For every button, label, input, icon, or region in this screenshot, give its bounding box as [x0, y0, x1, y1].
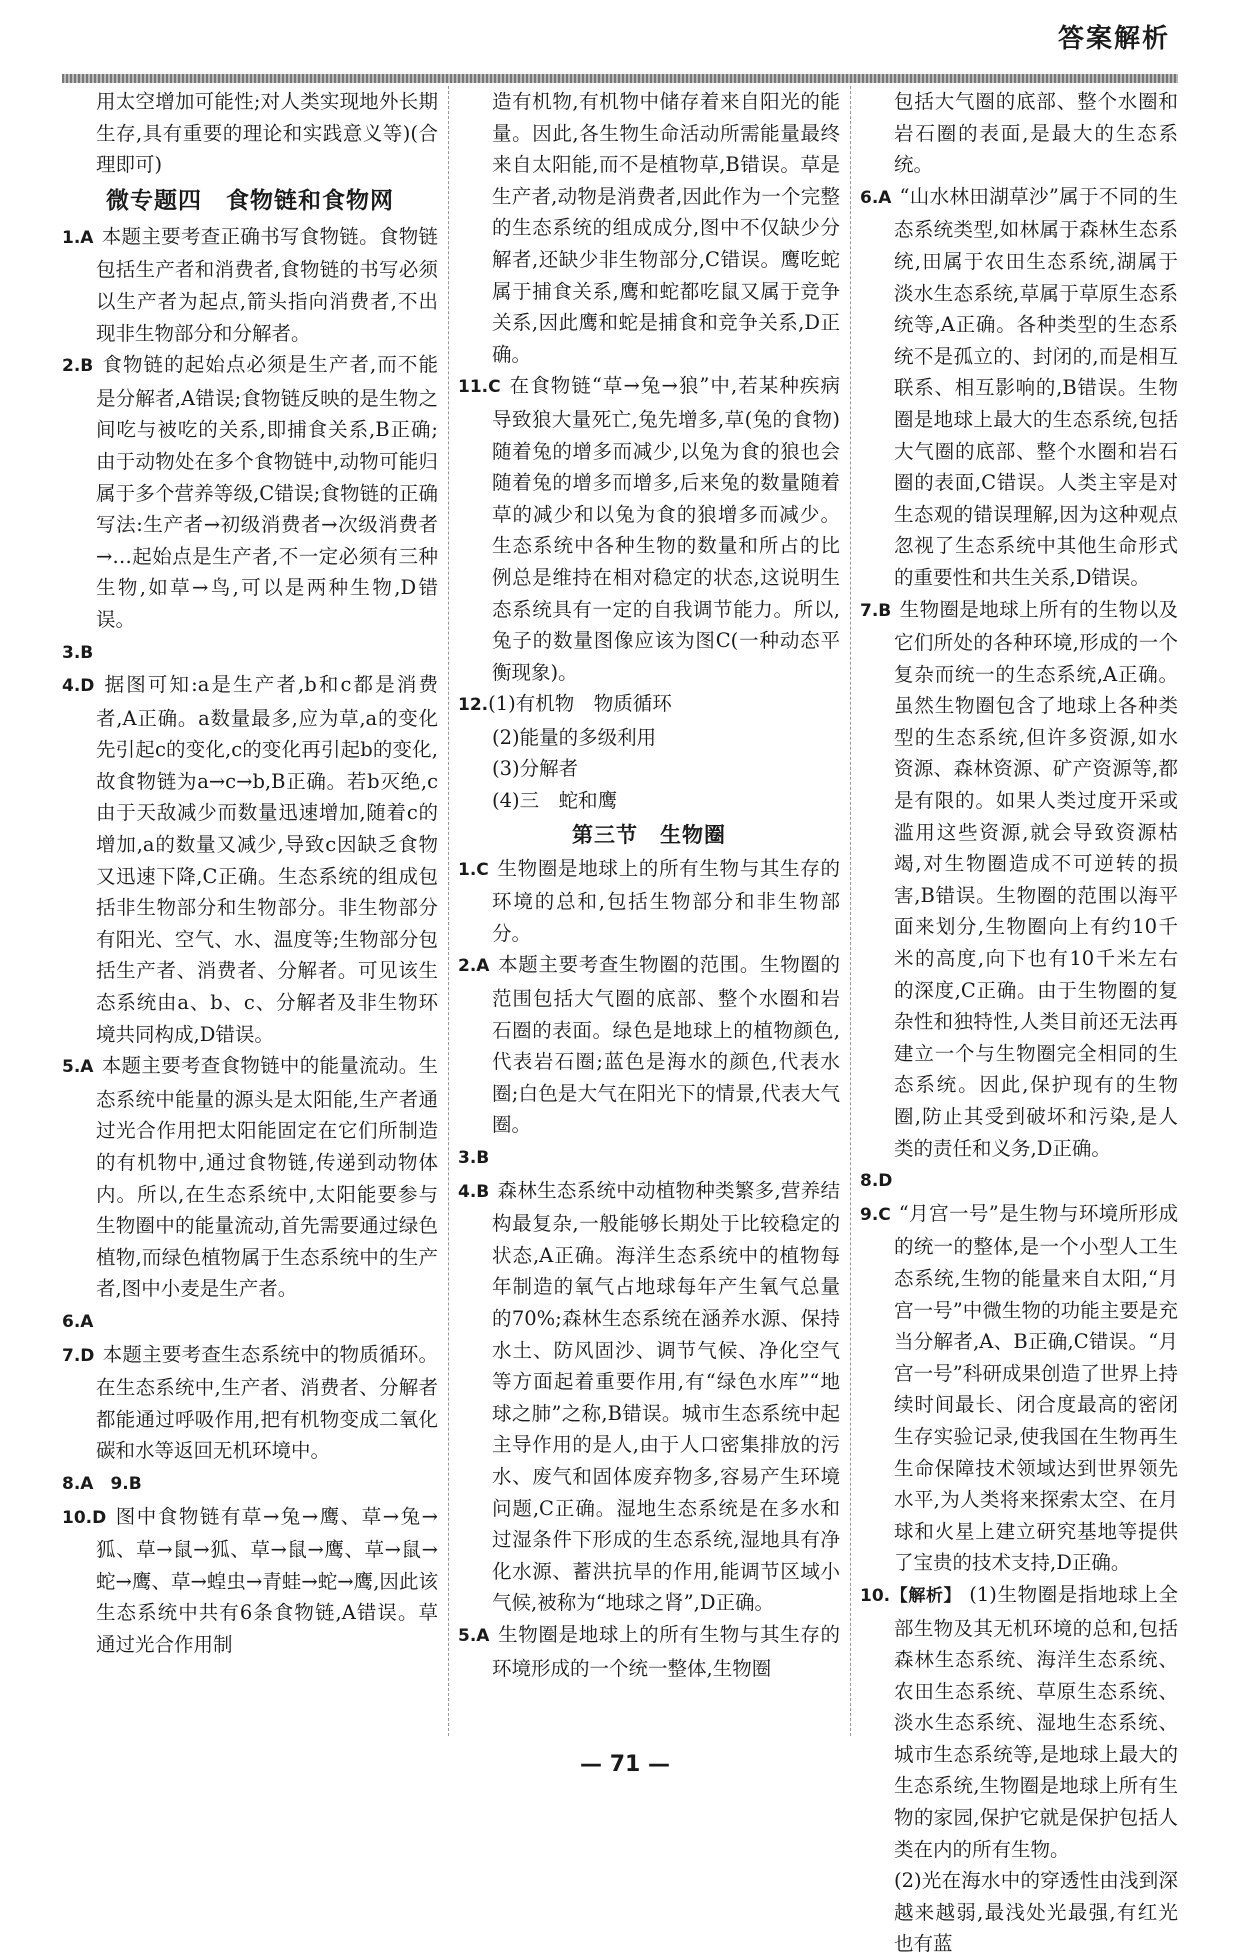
answer-list — [62, 221, 438, 1661]
header-title: 答案解析 — [1057, 24, 1170, 54]
item-explanation: (1)生物圈是指地球上全部生物及其无机环境的总和,包括森林生态系统、海洋生态系统、农田生态系统、草原生态系统、淡水生态系统、湿地生态系统、城市生态系统等,是地球上最大的生态系统,生物圈是地球上所有生物的家园,保护它就是保护包括人类在内的所有生物。 — [894, 1582, 1178, 1861]
item-explanation: 据图可知:a是生产者,b和c都是消费者,A正确。a数量最多,应为草,a的变化先引起c的变化,c的变化再引起b的变化,故食物链为a→c→b,B正确。若b灭绝,c由于天敌减少而数量迅速增加,随着c的增加,a的数量又减少,导致c因缺乏食物又迅速下降,C正确。生态系统的组成包括非生物部分和生物部分。非生物部分有阳光、空气、水、温度等;生物部分包括生产者、消费者、分解者。可见该生态系统由a、b、c、分解者及非生物环境共同构成,D错误。 — [96, 673, 438, 1046]
item-answer: C — [476, 859, 489, 880]
answer-item — [458, 1141, 840, 1175]
column-divider — [850, 86, 851, 1736]
item-explanation: 生物圈是地球上的所有生物与其生存的环境形成的一个统一整体,生物圈 — [492, 1622, 840, 1680]
item-number: 4. — [62, 676, 81, 697]
answer-item — [62, 1467, 438, 1501]
item-line: (2)能量的多级利用 — [492, 725, 657, 749]
item-number: 2. — [458, 956, 477, 977]
item-explanation: 食物链的起始点必须是生产者,而不能是分解者,A错误;食物链反映的是生物之间吃与被吃的关系,即捕食关系,B正确;由于动物处在多个食物链中,动物可能归属于多个营养等级,C错误;食物链的正确写法:生产者→初级消费者→次级消费者→…起始点是生产者,不一定必须有三种生物,如草→鸟,可以是两种生物,D错误。 — [96, 353, 438, 631]
item-number: 11. — [458, 377, 489, 398]
answer-item — [860, 594, 1178, 1165]
section-title: 第三节 生物圈 — [572, 822, 726, 847]
item-number: 10. — [62, 1507, 93, 1528]
answer-item — [458, 949, 840, 1141]
answer-item — [458, 688, 840, 722]
item-line: (1)有机物 物质循环 — [488, 692, 672, 716]
item-number: 7. — [62, 1345, 81, 1366]
item-number: 7. — [860, 600, 879, 621]
column-3 — [860, 86, 1178, 1960]
item-explanation: 生物圈是地球上所有的生物以及它们所处的各种环境,形成的一个复杂而统一的生态系统,A正确。虽然生物圈包含了地球上各种类型的生态系统,但许多资源,如水资源、森林资源、矿产资源等,都是有限的。如果人类过度开采或滥用这些资源,就会导致资源枯竭,对生物圈造成不可逆转的损害,B错误。生物圈的范围以海平面来划分,生物圈向上有约10千米的高度,向下也有10千米左右的深度,C正确。由于生物圈的复杂性和独特性,人类目前还无法再建立一个与生物圈完全相同的生态系统。因此,保护现有的生物圈,防止其受到破坏和污染,是人类的责任和义务,D正确。 — [894, 597, 1178, 1160]
item-line: (3)分解者 — [492, 757, 579, 781]
item-number: 5. — [62, 1057, 81, 1078]
item-answer: A — [878, 187, 892, 208]
continuation-text: (2)光在海水中的穿透性由浅到深越来越弱,最浅处光最强,有红光也有蓝 — [894, 1869, 1178, 1956]
answer-item — [458, 853, 840, 950]
item-explanation: “山水林田湖草沙”属于不同的生态系统类型,如林属于森林生态系统,田属于农田生态系统,湖属于淡水生态系统,草属于草原生态系统等,A正确。各种类型的生态系统不是孤立的、封闭的,而是相互联系、相互影响的,B错误。生物圈是地球上最大的生态系统,包括大气圈的底部、整个水圈和岩石圈的表面,C错误。人类主宰是对生态观的错误理解,因为这种观点忽视了生态系统中其他生命形式的重要性和共生关系,D错误。 — [894, 184, 1178, 589]
item-number: 8. — [62, 1473, 81, 1494]
item-explanation: 在食物链“草→兔→狼”中,若某种疾病导致狼大量死亡,兔先增多,草(兔的食物)随着兔的增多而减少,以兔为食的狼也会随着兔的增多而增多,后来兔的数量随着草的减少和以兔为食的狼增多而减少。生态系统中各种生物的数量和所占的比例总是维持在相对稳定的状态,这说明生态系统具有一定的自我调节能力。所以,兔子的数量图像应该为图C(一种动态平衡现象)。 — [492, 374, 840, 684]
answer-item — [62, 1050, 438, 1305]
item-explanation: 本题主要考查正确书写食物链。食物链包括生产者和消费者,食物链的书写必须以生产者为起点,箭头指向消费者,不出现非生物部分和分解者。 — [96, 224, 438, 345]
answer-item — [62, 1501, 438, 1661]
item-number: 2. — [62, 356, 81, 377]
item-answer: A — [80, 227, 94, 248]
item-answer: A 9.B — [80, 1473, 142, 1494]
answer-list — [458, 853, 840, 1684]
answer-item — [860, 1164, 1178, 1198]
answer-item — [62, 221, 438, 349]
answer-item — [62, 1305, 438, 1339]
column-divider — [448, 86, 449, 1736]
item-answer: C — [878, 1204, 891, 1225]
item-answer: D — [92, 1507, 107, 1528]
item-number: 3. — [62, 642, 81, 663]
continuation-text: 造有机物,有机物中储存着来自阳光的能量。因此,各生物生命活动所需能量最终来自太阳能,而不是植物草,B错误。草是生产者,动物是消费者,因此作为一个完整的生态系统的组成成分,图中不仅缺少分解者,还缺少非生物部分,C错误。鹰吃蛇属于捕食关系,鹰和蛇都吃鼠又属于竞争关系,因此鹰和蛇是捕食和竞争关系,D正确。 — [492, 90, 840, 366]
continuation-text: 包括大气圈的底部、整个水圈和岩石圈的表面,是最大的生态系统。 — [894, 90, 1178, 177]
answer-item — [62, 669, 438, 1050]
item-number: 4. — [458, 1181, 477, 1202]
item-answer: B — [80, 642, 94, 663]
item-answer: A — [476, 1625, 490, 1646]
item-number: 12. — [458, 695, 489, 716]
answer-item — [62, 349, 438, 635]
answer-item — [458, 1175, 840, 1619]
item-line: (4)三 蛇和鹰 — [492, 789, 618, 813]
item-explanation: 森林生态系统中动植物种类繁多,营养结构最复杂,一般能够长期处于比较稳定的状态,A正确。海洋生态系统中的植物每年制造的氧气占地球每年产生氧气总量的70%;森林生态系统在涵养水源、保持水土、防风固沙、调节气候、净化空气等方面起着重要作用,有“绿色水库”“地球之肺”之称,B错误。城市生态系统中起主导作用的是人,由于人口密集排放的污水、废气和固体废弃物多,容易产生环境问题,C正确。湿地生态系统是在多水和过湿条件下形成的生态系统,湿地具有净化水源、蓄洪抗旱的作用,能调节区域小气候,被称为“地球之肾”,D正确。 — [492, 1178, 840, 1615]
answer-item — [62, 636, 438, 670]
item-number: 1. — [62, 227, 81, 248]
item-answer: D — [80, 1345, 95, 1366]
item-number: 6. — [62, 1311, 81, 1332]
item-explanation: 图中食物链有草→兔→鹰、草→兔→狐、草→鼠→狐、草→鼠→鹰、草→鼠→蛇→鹰、草→蝗虫→青蛙→蛇→鹰,因此该生态系统中共有6条食物链,A错误。草通过光合作用制 — [96, 1504, 438, 1656]
item-answer: B — [476, 1148, 490, 1168]
item-number: 3. — [458, 1148, 477, 1168]
answer-list — [860, 181, 1178, 1865]
item-answer: B — [80, 356, 94, 377]
answer-item — [860, 1198, 1178, 1579]
continuation-text: 用太空增加可能性;对人类实现地外长期生存,具有重要的理论和实践意义等)(合理即可) — [96, 90, 438, 177]
item-number: 8. — [860, 1171, 879, 1192]
column-2 — [458, 86, 840, 1684]
answer-item — [62, 1339, 438, 1467]
item-number: 10. — [860, 1585, 891, 1606]
item-answer: A — [476, 956, 490, 977]
item-answer: D — [80, 676, 95, 697]
item-number: 5. — [458, 1625, 477, 1646]
item-explanation: “月宫一号”是生物与环境所形成的统一的整体,是一个小型人工生态系统,生物的能量来自太阳,“月宫一号”中微生物的功能主要是充当分解者,A、B正确,C错误。“月宫一号”科研成果创造了世界上持续时间最长、闭合度最高的密闭生存实验记录,使我国在生物再生生命保障技术领域达到世界领先水平,为人类将来探索太空、在月球和火星上建立研究基地等提供了宝贵的技术支持,D正确。 — [894, 1201, 1178, 1575]
item-number: 1. — [458, 859, 477, 880]
item-answer: B — [878, 600, 892, 621]
answer-item — [458, 370, 840, 688]
item-number: 6. — [860, 187, 879, 208]
item-answer: A — [80, 1057, 94, 1078]
page-number: — 71 — — [580, 1752, 670, 1777]
item-answer: C — [488, 377, 501, 398]
item-answer: B — [476, 1181, 490, 1202]
item-explanation: 本题主要考查生物圈的范围。生物圈的范围包括大气圈的底部、整个水圈和岩石圈的表面。绿色是地球上的植物颜色,代表岩石圈;蓝色是海水的颜色,代表水圈;白色是大气在阳光下的情景,代表大气圈。 — [492, 953, 840, 1137]
answer-item — [860, 1579, 1178, 1865]
header-rule — [62, 74, 1178, 83]
item-answer: 【解析】 — [890, 1585, 962, 1606]
item-explanation: 本题主要考查食物链中的能量流动。生态系统中能量的源头是太阳能,生产者通过光合作用把太阳能固定在它们所制造的有机物中,通过食物链,传递到动物体内。所以,在生态系统中,太阳能要参与生物圈中的能量流动,首先需要通过绿色植物,而绿色植物属于生态系统中的生产者,图中小麦是生产者。 — [96, 1054, 438, 1301]
item-number: 9. — [860, 1204, 879, 1225]
item-explanation: 生物圈是地球上的所有生物与其生存的环境的总和,包括生物部分和非生物部分。 — [492, 856, 840, 945]
item-answer: A — [80, 1311, 94, 1332]
item-answer: D — [878, 1171, 893, 1192]
column-1 — [62, 86, 438, 1661]
item-explanation: 本题主要考查生态系统中的物质循环。在生态系统中,生产者、消费者、分解者都能通过呼吸作用,把有机物变成二氧化碳和水等返回无机环境中。 — [96, 1342, 438, 1463]
answer-item — [458, 1619, 840, 1684]
answer-item — [860, 181, 1178, 594]
topic-title: 微专题四 食物链和食物网 — [106, 187, 394, 214]
